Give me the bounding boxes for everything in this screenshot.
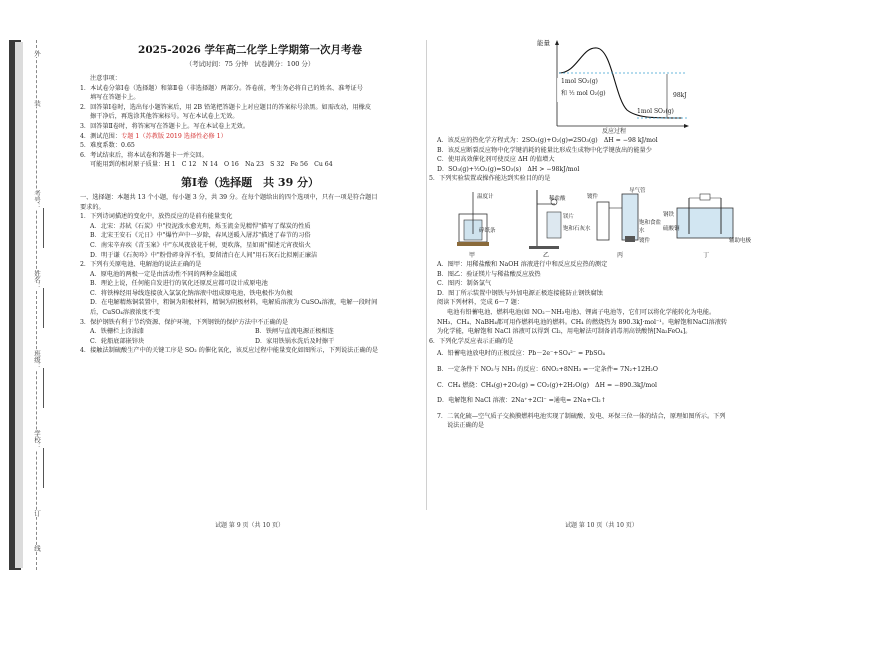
jia-label: 碎纸条 [479,227,496,234]
note-line: 填写在答题卡上。 [90,94,140,102]
caption-ding: 丁 [703,251,710,259]
option: B．一定条件下 NO₂与 NH₃ 的反应：6NO₂+8NH₃ =一定条件= 7N₂+12H₂O [437,365,658,373]
delta-label: 98kJ [673,92,687,99]
apparatus-figure [437,184,770,260]
option: B．理论上说，任何能自发进行的氧化还原反应都可设计成原电池 [90,280,268,288]
option: D．家用铁锅水洗后及时擦干 [255,337,335,345]
note-line: 1．本试卷分第Ⅰ卷（选择题）和第Ⅱ卷（非选择题）两部分。答卷前，考生务必将自己的姓名、准考证号 [80,84,363,92]
exam-title: 2025-2026 学年高二化学上学期第一次月考卷 [138,44,362,56]
note-line: 5．难度系数：0.65 [80,142,135,150]
chart-ylabel: 能量 [537,39,550,47]
option: C．图丙：制备氯气 [437,280,492,288]
option: C．CH₄ 燃烧：CH₄(g)+2O₂(g) = CO₂(g)+2H₂O(g) ΔH = −890.3kJ/mol [437,381,657,389]
option: A．该反应的热化学方程式为：2SO₂(g)+O₂(g)⇌2SO₃(g) ΔH = −98 kJ/mol [437,137,658,144]
option: A．原电池的两极一定是由活动性不同的两种金属组成 [90,270,237,278]
field-kaohao: 考号： [33,190,41,210]
note4-prefix: 4．测试范围： [80,132,122,140]
right-column [429,38,770,431]
option: D．电解饱和 NaCl 溶液：2Na⁺+2Cl⁻ =通电= 2Na+Cl₂↑ [437,397,606,405]
note-line: 2．回答第Ⅰ卷时，选出每小题答案后，用 2B 铅笔把答题卡上对应题目的答案标号涂黑。如需改动，用橡皮 [80,103,372,111]
question-3: 3．保护钢铁有利于节约资源、保护环境，下列钢铁的保护方法中不正确的是 [80,318,289,326]
option: D．图丁所示装置中钢铁与外加电源正极连接能防止钢铁腐蚀 [437,289,603,297]
bing-label: 镀件 [639,237,651,244]
yi-label: 稀盐酸 [549,195,566,202]
reading-text: NH₃、CH₄、NaBH₄都可用作燃料电池的燃料。CH₄ 的燃烧热为 890.3kJ·mol⁻¹。电解饱和NaCl溶液转 [437,318,728,326]
field-banji: 班级： [33,350,41,370]
label-outer: 外 [33,50,41,57]
field-banji-line [43,368,44,408]
footer-left: 试题 第 9 页（共 10 页） [215,522,284,529]
exam-subtitle: （考试时间：75 分钟 试卷满分：100 分） [185,60,315,68]
label-xian: 线 [33,545,41,552]
question-5: 5．下列实验装置或操作能达到实验目的的是 [429,175,551,183]
label-ding: 订 [33,510,41,517]
binding-bar [9,40,21,570]
notes-heading: 注意事项： [90,75,121,82]
ding-label: 硫酸铜 [663,225,680,232]
option-cont: 后，CuSO₄溶液浓度不变 [90,309,161,317]
question-4: 4．接触法制硫酸生产中的关键工序是 SO₂ 的催化氧化，该反应过程中能量变化如图所示，下列说法正确的是 [80,347,379,355]
option: C．南宋辛弃疾《青玉案》中"东风夜放花千树，更吹落，星如雨"描述元宵夜焰火 [90,241,311,249]
apparatus-ding [677,194,733,238]
reactant-label-2: 和 ½ mol O₂(g) [561,90,606,97]
reading-text: 为化学能，电解饱和 NaCl 溶液可以得到 Cl₂，用电解法可制备消毒剂高铁酸钠[Na₂FeO₄]。 [437,328,692,336]
note4-scope: 专题 1（苏教版 2019 选择性必修 1） [121,132,227,140]
question-6: 6．下列化学反应表示正确的是 [429,337,514,345]
option: A．铅蓄电池放电时的正极反应：Pb－2e⁻+SO₄²⁻ = PbSO₄ [437,350,606,358]
field-xingming: 姓名： [33,270,41,290]
note-line: 擦干净后，再选涂其他答案标号。写在本试卷上无效。 [90,113,239,121]
field-xuexiao-line [43,448,44,488]
energy-diagram [437,38,770,135]
label-zhuang: 装 [33,100,41,107]
option: C．使用高效催化剂可使反应 ΔH 的值增大 [437,156,555,164]
field-xuexiao: 学校： [33,430,41,450]
instruction-line: 一、选择题：本题共 13 个小题，每小题 3 分，共 39 分。在每个题给出的四个选项中，只有一项是符合题目 [80,193,378,201]
reactant-label: 1mol SO₂(g) [561,78,598,85]
option: D．明于谦《石灰吟》中"粉骨碎身浑不怕，要留清白在人间"用石灰石比拟刚正廉洁 [90,251,318,259]
reading-text: 电池有铅蓄电池、燃料电池(如 NO₂－NH₃电池)、锂离子电池等，它们可以将化学能转化为电能。 [447,308,716,316]
atomic-masses: 可能用到的相对原子质量：H 1 C 12 N 14 O 16 Na 23 S 32 Fe 56 Cu 64 [90,161,333,169]
option: B．铁闸与直流电源正极相连 [255,328,334,336]
field-kaohao-line [43,208,44,248]
bing-label: 镀件 [587,193,599,200]
option: B．北宋王安石《元日》中"爆竹声中一岁除，春风送暖入屠苏"描述了春节的习俗 [90,232,311,240]
note-line-4 [80,132,420,142]
question-7-cont: 说法正确的是 [447,422,485,430]
note-line: 6．考试结束后，将本试卷和答题卡一并交回。 [80,151,208,159]
option: D．在电解精炼铜装置中，粗铜为阳极材料，精铜为阴极材料，电解质溶液为 CuSO₄溶液，电解一段时间 [90,299,378,307]
field-xingming-line [43,288,44,328]
question-1: 1．下列诗词描述的变化中，放热反应的是前有能量变化 [80,213,233,221]
energy-diagram-svg [437,38,770,130]
ding-label: 钢铁 [663,211,675,218]
option: C．轮船底部嵌锌块 [90,337,145,345]
option: A．铁栅栏上涂油漆 [90,328,144,336]
question-7: 7．二氧化硫—空气质子交换膜燃料电池实现了制硫酸、发电、环保三位一体的结合，原理如图所示。下列 [437,412,726,420]
chart-xlabel: 反应过程 [602,128,627,135]
column-divider [426,40,427,510]
y-axis-arrow [555,40,559,45]
jia-label: 温度计 [477,193,494,200]
question-2: 2．下列有关原电池、电解池的说法正确的是 [80,261,202,269]
cut-line [36,40,37,570]
option: A．北宋：苏轼《石炭》中"投泥泼水愈光明，烁玉流金见精悍"描写了煤炭的性质 [90,222,311,230]
bing-label: 饱和食盐水 [639,219,662,234]
instruction-line: 要求的。 [80,203,105,211]
left-column [80,38,420,356]
yi-label: 镁片 [563,213,575,220]
ding-label: 辅助电极 [729,237,752,244]
caption-yi: 乙 [543,251,550,259]
reading-intro: 阅读下列材料，完成 6～7 题： [437,299,524,307]
note-line: 3．回答第Ⅱ卷时，将答案写在答题卡上。写在本试卷上无效。 [80,122,250,130]
apparatus-bing [597,194,638,242]
binding-margin [5,40,51,570]
product-label: 1mol SO₃(g) [637,108,674,115]
caption-jia: 甲 [469,251,476,259]
bing-label: 导气管 [629,187,646,194]
footer-right: 试题 第 10 页（共 10 页） [565,522,638,529]
option: C．将铁棒经用导线连接放入氯氯化钠溶液中组成原电池，铁电极作为负极 [90,289,293,297]
option: A．图甲：用稀盐酸和 NaOH 溶液进行中和反应反应热的测定 [437,260,608,268]
option: B．该反应断裂反应物中化学键消耗的能量比形成生成物中化学键放出的能量少 [437,146,652,154]
section-heading: 第Ⅰ卷（选择题 共 39 分） [180,175,320,189]
apparatus-jia [457,192,489,246]
option: B．图乙：验证镁片与稀盐酸反应放热 [437,270,541,278]
yi-label: 饱和石灰水 [563,225,591,232]
x-axis-arrow [684,124,689,128]
caption-bing: 丙 [617,251,624,259]
option: D．SO₃(g)+½O₂(g)=SO₃(s) ΔH > −98kJ/mol [437,165,580,173]
